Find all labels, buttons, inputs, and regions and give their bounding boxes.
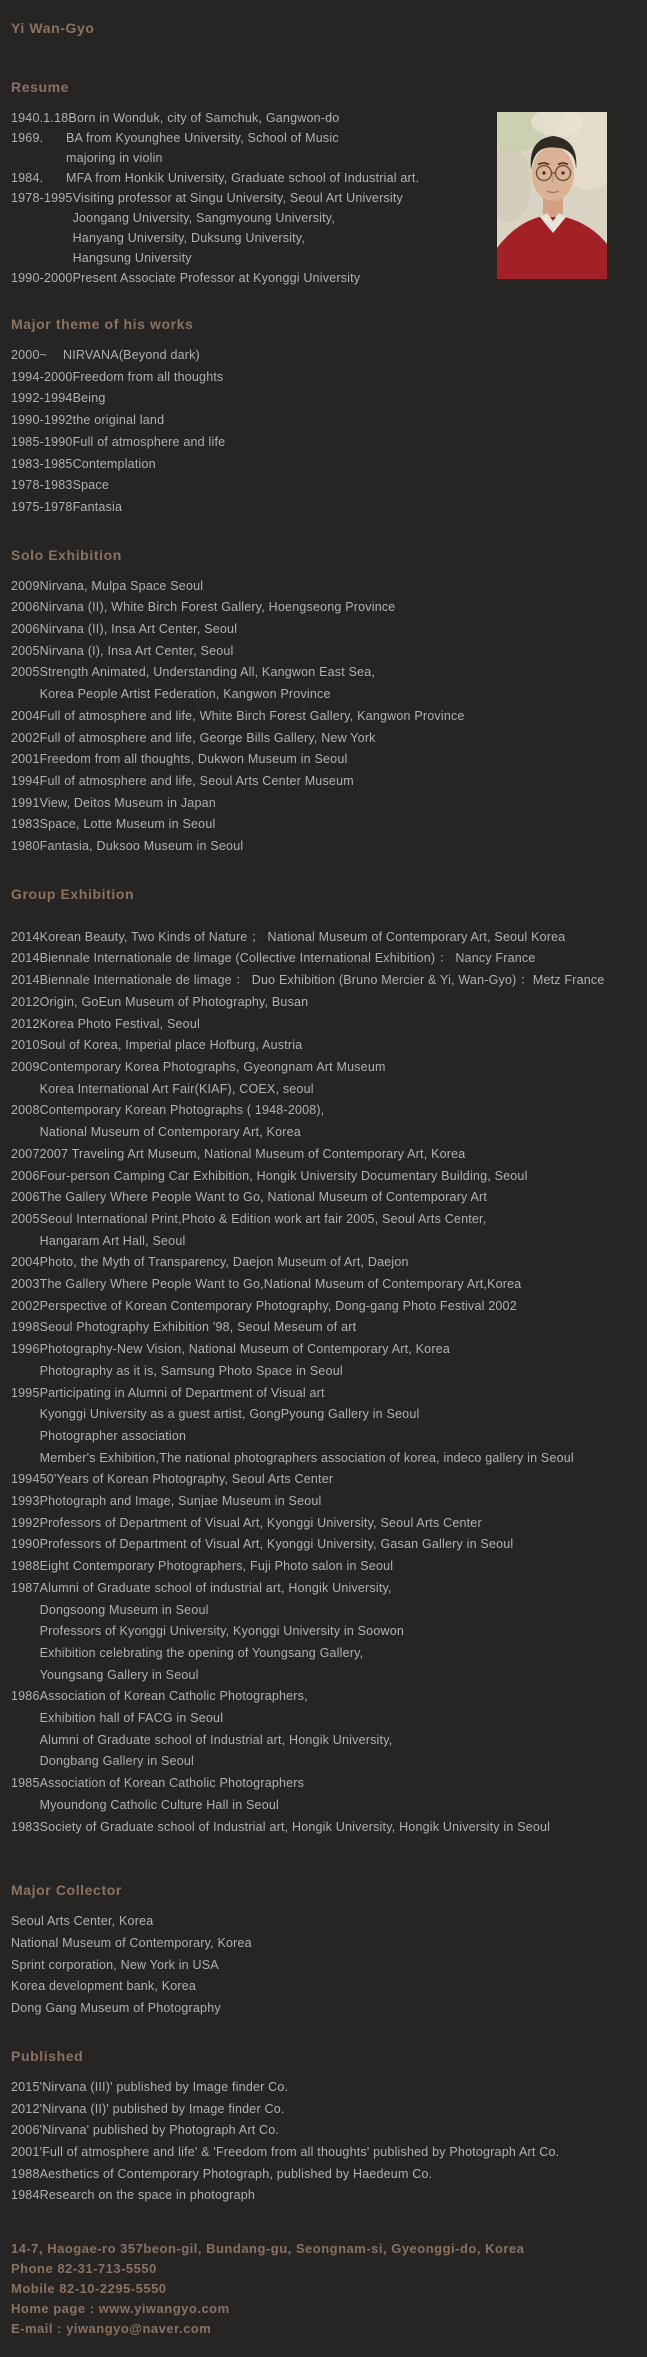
- item-year: 1985: [11, 1776, 40, 1791]
- list-item: [11, 1317, 647, 1339]
- item-text: Soul of Korea, Imperial place Hofburg, Austria: [39, 1038, 303, 1053]
- item-text: Eight Contemporary Photographers, Fuji Photo salon in Seoul: [39, 1559, 394, 1574]
- item-year: 1978-1995: [11, 191, 73, 205]
- item-year: 2014: [11, 929, 40, 944]
- item-year: 2001: [11, 752, 40, 767]
- portrait-image: [497, 112, 607, 279]
- section-published: [11, 2048, 647, 2207]
- list-item: [11, 948, 647, 970]
- section-major-themes: [11, 316, 647, 519]
- item-text: Full of atmosphere and life, George Bills Gallery, New York: [39, 730, 376, 745]
- item-text: Photograph and Image, Sunjae Museum in Seoul: [39, 1494, 322, 1509]
- themes-list: [11, 345, 647, 519]
- item-text: Contemplation: [72, 456, 156, 471]
- item-text: Association of Korean Catholic Photographers Myoundong Catholic Culture Hall in Seoul: [39, 1776, 305, 1812]
- list-item: [11, 1014, 647, 1036]
- section-heading-group-exhibition: Group Exhibition: [11, 885, 135, 902]
- item-year: 2004: [11, 1255, 40, 1270]
- section-solo-exhibition: [11, 547, 647, 858]
- item-year: 2009: [11, 1059, 40, 1074]
- section-heading-published: Published: [11, 2047, 84, 2064]
- list-item: [11, 728, 647, 750]
- list-item: [11, 1144, 647, 1166]
- item-year: 1994-2000: [11, 369, 73, 384]
- list-item: [11, 1998, 647, 2020]
- item-text: Seoul International Print,Photo & Edition work art fair 2005, Seoul Arts Center, Hangaram Art Hall, Seoul: [39, 1211, 487, 1248]
- item-year: 2006: [11, 622, 40, 637]
- item-year: 1994: [11, 1472, 40, 1487]
- item-text: Visiting professor at Singu University, Seoul Art University Joongang University, Sangmyoung University, Hanyang University, Duksung University, Hangsung University: [72, 191, 403, 265]
- section-heading-major-themes: Major theme of his works: [11, 316, 194, 332]
- item-year: 1985-1990: [11, 434, 73, 449]
- item-text: Fantasia, Duksoo Museum in Seoul: [39, 839, 244, 854]
- list-item: [11, 2099, 647, 2121]
- list-item: [11, 793, 647, 815]
- list-item: [11, 992, 647, 1014]
- list-item: [11, 1469, 647, 1491]
- item-year: 1994: [11, 773, 40, 788]
- list-item: [11, 576, 647, 598]
- item-text: 2007 Traveling Art Museum, National Museum of Contemporary Art, Korea: [39, 1146, 466, 1161]
- item-year: 2010: [11, 1038, 40, 1053]
- item-text: Participating in Alumni of Department of Visual art Kyonggi University as a guest artist, GongPyoung Gallery in Seoul Photographer association Member's Exhibition,The national photographers association of korea, indeco gallery in Seoul: [39, 1385, 574, 1465]
- list-item: [11, 410, 647, 432]
- list-item: [11, 1100, 647, 1143]
- list-item: [11, 1817, 647, 1839]
- item-year: 2003: [11, 1277, 40, 1292]
- contact-line: Mobile 82-10-2295-5550: [11, 2281, 167, 2297]
- item-text: Origin, GoEun Museum of Photography, Busan: [39, 994, 309, 1009]
- item-text: Professors of Department of Visual Art, Kyonggi University, Gasan Gallery in Seoul: [39, 1537, 514, 1552]
- list-item: [11, 749, 647, 771]
- item-year: 1978-1983: [11, 478, 73, 493]
- list-item: [11, 1686, 647, 1773]
- item-year: 1988: [11, 1559, 40, 1574]
- item-year: 1990: [11, 1537, 40, 1552]
- item-text: 'Nirvana (II)' published by Image finder Co.: [39, 2101, 285, 2116]
- item-year: 1992-1994: [11, 391, 73, 406]
- item-text: Research on the space in photograph: [39, 2188, 256, 2203]
- contact-block: [11, 2239, 647, 2339]
- item-text: Fantasia: [72, 499, 123, 514]
- major-collector-list: [11, 1911, 647, 2020]
- list-item: [11, 1274, 647, 1296]
- item-year: 1988: [11, 2166, 40, 2181]
- list-item: [11, 1187, 647, 1209]
- list-item: [11, 1513, 647, 1535]
- item-text: Space, Lotte Museum in Seoul: [39, 817, 216, 832]
- item-text: Biennale Internationale de limage ： Duo Exhibition (Bruno Mercier & Yi, Wan-Gyo) ：Metz France: [39, 973, 605, 988]
- item-year: 2005: [11, 665, 40, 680]
- list-item: [11, 1911, 647, 1933]
- item-year: 2007: [11, 1146, 40, 1161]
- item-text: Seoul Arts Center, Korea: [11, 1914, 154, 1929]
- item-text: Korean Beauty, Two Kinds of Nature ； National Museum of Contemporary Art, Seoul Korea: [39, 929, 566, 944]
- item-text: The Gallery Where People Want to Go, National Museum of Contemporary Art: [39, 1190, 488, 1205]
- item-year: 2002: [11, 1298, 40, 1313]
- list-item: [11, 706, 647, 728]
- item-text: Sprint corporation, New York in USA: [11, 1957, 219, 1972]
- item-text: Alumni of Graduate school of industrial art, Hongik University, Dongsoong Museum in Seoul Professors of Kyonggi University, Kyonggi University in Soowon Exhibition celebrating the opening of Youngsang Gallery, Youngsang Gallery in Seoul: [39, 1580, 405, 1682]
- item-text: Professors of Department of Visual Art, Kyonggi University, Seoul Arts Center: [39, 1515, 482, 1530]
- item-text: View, Deitos Museum in Japan: [39, 795, 216, 810]
- list-item: [11, 432, 647, 454]
- list-item: [11, 597, 647, 619]
- list-item: [11, 970, 647, 992]
- item-text: BA from Kyounghee University, School of Music majoring in violin: [66, 131, 339, 165]
- item-year: 1986: [11, 1689, 40, 1704]
- section-heading-major-collector: Major Collector: [11, 1882, 122, 1899]
- contact-line: Home page : www.yiwangyo.com: [11, 2301, 230, 2317]
- item-text: Contemporary Korean Photographs ( 1948-2008), National Museum of Contemporary Art, Korea: [39, 1103, 325, 1140]
- item-text: Association of Korean Catholic Photographers, Exhibition hall of FACG in Seoul Alumni of Graduate school of Industrial art, Hongik University, Dongbang Gallery in Seoul: [39, 1689, 393, 1769]
- portrait-photo: [497, 112, 607, 279]
- list-item: [11, 1773, 647, 1816]
- list-item: [11, 1209, 647, 1252]
- contact-line: E-mail : yiwangyo@naver.com: [11, 2321, 212, 2337]
- item-text: Strength Animated, Understanding All, Kangwon East Sea, Korea People Artist Federation, Kangwon Province: [39, 665, 376, 702]
- item-text: National Museum of Contemporary, Korea: [11, 1936, 252, 1950]
- item-year: 1975-1978: [11, 499, 73, 514]
- list-item: [11, 836, 647, 858]
- contact-line: 14-7, Haogae-ro 357beon-gil, Bundang-gu, Seongnam-si, Gyeonggi-do, Korea: [11, 2241, 525, 2257]
- list-item: [11, 2077, 647, 2099]
- item-text: the original land: [72, 413, 165, 428]
- list-item: [11, 1955, 647, 1977]
- item-text: Freedom from all thoughts, Dukwon Museum in Seoul: [39, 752, 348, 767]
- item-text: Freedom from all thoughts: [72, 369, 224, 384]
- item-text: Korea Photo Festival, Seoul: [39, 1016, 200, 1031]
- page-title: Yi Wan-Gyo: [11, 20, 95, 36]
- item-year: 1991: [11, 795, 40, 810]
- list-item: [11, 497, 647, 519]
- item-year: 2006: [11, 600, 40, 615]
- item-year: 1983-1985: [11, 456, 73, 471]
- list-item: [11, 1339, 647, 1382]
- item-text: Photography-New Vision, National Museum of Contemporary Art, Korea Photography as it is, Samsung Photo Space in Seoul: [39, 1342, 450, 1378]
- list-item: [11, 2120, 647, 2142]
- item-text: 'Full of atmosphere and life' & 'Freedom from all thoughts' published by Photograph Art Co.: [39, 2144, 560, 2159]
- solo-exhibition-list: [11, 576, 647, 858]
- item-text: Biennale Internationale de limage (Collective International Exhibition) ： Nancy France: [39, 951, 536, 966]
- list-item: [11, 662, 647, 705]
- item-year: 2015: [11, 2079, 40, 2094]
- item-text: Being: [72, 391, 106, 406]
- published-list: [11, 2077, 647, 2207]
- item-text: Dong Gang Museum of Photography: [11, 2001, 221, 2016]
- item-text: Full of atmosphere and life, Seoul Arts Center Museum: [39, 773, 354, 788]
- group-exhibition-list: [11, 927, 647, 1839]
- list-item: [11, 927, 647, 949]
- item-year: 2002: [11, 730, 40, 745]
- item-year: 1993: [11, 1494, 40, 1509]
- item-year: 2006: [11, 1190, 40, 1205]
- item-text: MFA from Honkik University, Graduate school of Industrial art.: [66, 171, 420, 185]
- list-item: [11, 1933, 647, 1955]
- item-year: 2012: [11, 2101, 40, 2116]
- section-heading-resume: Resume: [11, 79, 70, 95]
- item-text: Perspective of Korean Contemporary Photography, Dong-gang Photo Festival 2002: [39, 1298, 517, 1313]
- item-year: 2005: [11, 1211, 40, 1226]
- item-text: Nirvana (II), Insa Art Center, Seoul: [39, 622, 238, 637]
- item-year: 1990-1992: [11, 413, 73, 428]
- list-item: [11, 1534, 647, 1556]
- list-item: [11, 388, 647, 410]
- item-year: 1983: [11, 1819, 40, 1834]
- item-year: 1984.: [11, 171, 44, 185]
- item-text: 50'Years of Korean Photography, Seoul Arts Center: [39, 1472, 334, 1487]
- item-year: 1998: [11, 1320, 40, 1335]
- item-text: 'Nirvana (III)' published by Image finder Co.: [39, 2079, 289, 2094]
- item-text: Seoul Photography Exhibition '98, Seoul Meseum of art: [39, 1320, 357, 1335]
- item-text: Korea development bank, Korea: [11, 1979, 197, 1994]
- list-item: [11, 814, 647, 836]
- item-year: 1980: [11, 839, 40, 854]
- list-item: [11, 2164, 647, 2186]
- item-text: 'Nirvana' published by Photograph Art Co.: [39, 2123, 280, 2138]
- list-item: [11, 1556, 647, 1578]
- section-group-exhibition: [11, 886, 647, 1839]
- list-item: [11, 345, 647, 367]
- list-item: [11, 1035, 647, 1057]
- item-year: 2014: [11, 951, 40, 966]
- item-text: Aesthetics of Contemporary Photograph, published by Haedeum Co.: [39, 2166, 433, 2181]
- list-item: [11, 2142, 647, 2164]
- list-item: [11, 2185, 647, 2207]
- item-year: 2000~: [11, 348, 48, 362]
- section-major-collector: [11, 1882, 647, 2020]
- item-year: 2004: [11, 708, 40, 723]
- item-year: 1992: [11, 1515, 40, 1530]
- item-year: 1984: [11, 2188, 40, 2203]
- list-item: [11, 1057, 647, 1100]
- item-text: Nirvana, Mulpa Space Seoul: [39, 578, 204, 593]
- item-year: 2008: [11, 1103, 40, 1118]
- item-text: Contemporary Korea Photographs, Gyeongnam Art Museum Korea International Art Fair(KIAF), COEX, seoul: [39, 1059, 386, 1096]
- item-text: Four-person Camping Car Exhibition, Hongik University Documentary Building, Seoul: [39, 1168, 528, 1183]
- item-text: Photo, the Myth of Transparency, Daejon Museum of Art, Daejon: [39, 1255, 409, 1270]
- list-item: [11, 1252, 647, 1274]
- item-year: 2009: [11, 578, 40, 593]
- list-item: [11, 1166, 647, 1188]
- list-item: [11, 619, 647, 641]
- list-item: [11, 771, 647, 793]
- item-year: 2014: [11, 973, 40, 988]
- item-text: Society of Graduate school of Industrial art, Hongik University, Hongik University in Seoul: [39, 1819, 551, 1834]
- section-heading-solo-exhibition: Solo Exhibition: [11, 546, 122, 563]
- item-year: 2005: [11, 643, 40, 658]
- contact-line: Phone 82-31-713-5550: [11, 2261, 157, 2277]
- item-year: 1983: [11, 817, 40, 832]
- list-item: [11, 641, 647, 663]
- item-text: Full of atmosphere and life, White Birch Forest Gallery, Kangwon Province: [39, 708, 465, 723]
- item-text: Nirvana (I), Insa Art Center, Seoul: [39, 643, 234, 658]
- item-year: 2006: [11, 1168, 40, 1183]
- item-year: 1940.1.18: [11, 111, 69, 125]
- item-year: 1987: [11, 1580, 40, 1595]
- list-item: [11, 1976, 647, 1998]
- list-item: [11, 1578, 647, 1687]
- list-item: [11, 367, 647, 389]
- item-year: 1995: [11, 1385, 40, 1400]
- item-year: 1969.: [11, 131, 44, 145]
- item-year: 1996: [11, 1342, 40, 1357]
- item-text: NIRVANA(Beyond dark): [63, 348, 200, 362]
- item-year: 2012: [11, 994, 40, 1009]
- list-item: [11, 1491, 647, 1513]
- item-text: The Gallery Where People Want to Go,National Museum of Contemporary Art,Korea: [39, 1277, 522, 1292]
- item-text: Full of atmosphere and life: [72, 434, 226, 449]
- item-text: Nirvana (II), White Birch Forest Gallery, Hoengseong Province: [39, 600, 396, 615]
- item-text: Born in Wonduk, city of Samchuk, Gangwon-do: [68, 111, 340, 125]
- item-year: 2001: [11, 2144, 40, 2159]
- item-year: 1990-2000: [11, 271, 73, 285]
- list-item: [11, 1296, 647, 1318]
- list-item: [11, 475, 647, 497]
- item-year: 2012: [11, 1016, 40, 1031]
- item-text: Present Associate Professor at Kyonggi University: [72, 271, 361, 285]
- list-item: [11, 1383, 647, 1470]
- item-text: Space: [72, 478, 110, 493]
- item-year: 2006: [11, 2123, 40, 2138]
- list-item: [11, 454, 647, 476]
